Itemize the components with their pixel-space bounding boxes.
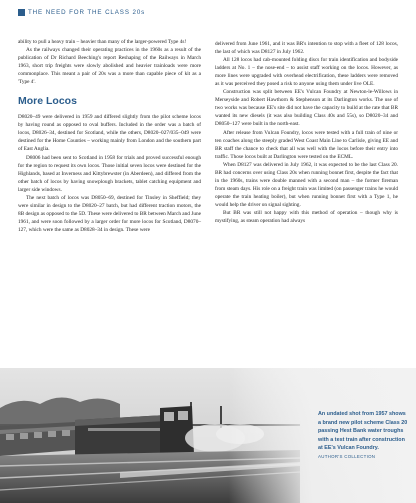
photo-caption — [318, 410, 410, 460]
paragraph: After release from Vulcan Foundry, locos were tested with a full train of nine or ten coaches along the steeply graded West Coast Main Line to Carlisle, giving EE and BR staff the chance to check that all was well with the locos before their entry into traffic. Those locos built at Darlington were tested on the ECML. — [215, 129, 398, 160]
paragraph: D8020–49 were delivered in 1959 and differed slightly from the pilot scheme locos by having round as opposed to oval buffers. Included in the order was a batch of locos, D8026–34, destined for Scotland, while the others, D8020–027/035–049 were destined for the Home Counties – working mainly from London and the southern part of East Anglia. — [18, 114, 201, 153]
paragraph: ability to pull a heavy train – heavier than many of the larger-powered Type 4s! — [18, 39, 187, 45]
paragraph: Construction was split between EE's Vulcan Foundry at Newton-le-Willows in Merseyside and Robert Hawthorn & Stephenson at its Darlington works. The use of two works was because EE's site did not have the capacity to build at the rate that BR wanted its new diesels (it was also building Class 40s and 55s), so D8020–34 and D8050–127 were built in the north-east. — [215, 89, 398, 128]
header-square-marker — [18, 9, 25, 16]
running-header-title: THE NEED FOR THE CLASS 20s — [28, 9, 146, 16]
paragraph: D8006 had been sent to Scotland in 1958 for trials and proved successful enough for the region to request its own locos. Those initial seven locos were destined for the Highlands, based at Inverness and Kittybrewster (in Aberdeen), and differed from the other batch of locos by having snowplough brackets, tablet catching equipment and larger side windows. — [18, 154, 201, 193]
photo-caption-text: An undated shot from 1957 shows a brand new pilot scheme Class 20 passing Hest Bank water troughs with a test train after construction at EE's Vulcan Foundry. — [318, 411, 408, 452]
paragraph: All 128 locos had cab-mounted folding discs for train identification and bodyside ladders at No. 1 – the nose-end – to assist staff working on the locos. However, as more lines were upgraded with overhead electrification, these ladders were removed as it was perceived they posed a risk to anyone using them under live OLE. — [215, 57, 398, 88]
right-text-column — [215, 40, 398, 225]
section-heading: More Locos — [18, 95, 77, 108]
page-header — [18, 6, 398, 20]
left-text-column — [18, 38, 201, 234]
paragraph: delivered from June 1961, and it was BR's intention to stop with a fleet of 128 locos, the last of which was D8127 in July 1962. — [215, 41, 398, 56]
paragraph: As the railways changed their operating practices in the 1960s as a result of the publication of Dr Richard Beeching's report Reshaping of the Railways in March 1963, short trip freights were slowly abolished and heavier trainloads were more commonplace. This meant a pair of 20s was a more than capable piece of kit as a 'Type 4'. — [18, 47, 201, 86]
photo-credit: AUTHOR'S COLLECTION — [318, 453, 376, 459]
paragraph: When D8127 was delivered in July 1962, it was expected to be the last Class 20. BR had concerns over using Class 20s when running bonnet first, despite the fact that in the 1960s, trains were double manned with a second man – the former fireman from steam days. His role on a freight train was limited (on passenger trains he would operate the train heating boiler), but when running bonnet first with a Type 1, he would help the driver on signal sighting. — [215, 161, 398, 208]
paragraph: The next batch of locos was D8050–69, destined for Tinsley in Sheffield; they were similar in design to the D8020–27 batch, but had different traction motors, the 8B design as opposed to the 5D. These were delivered to BR between March and June 1961, and were soon followed by a larger order for more locos for Scotland, D8070–127, which were the same as D8028–34 in design. These were — [18, 194, 201, 233]
paragraph: But BR was still not happy with this method of operation – though why is mystifying, as steam operation had always — [215, 209, 398, 225]
